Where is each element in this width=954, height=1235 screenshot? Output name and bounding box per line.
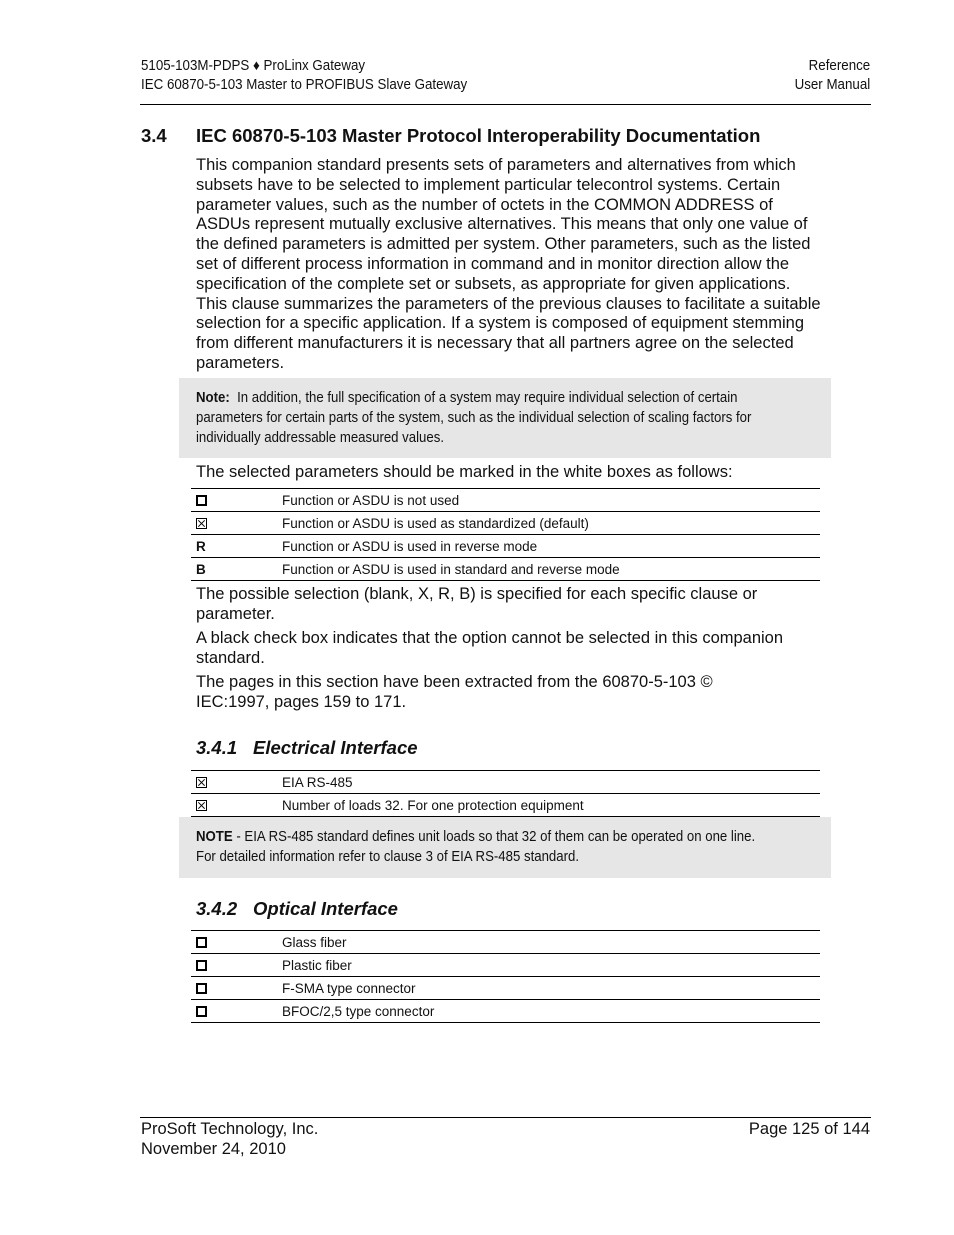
black-box-paragraph: A black check box indicates that the option cannot be selected in this companion standard. [196,629,784,667]
table-row [191,1000,820,1023]
header-section: Reference [808,58,870,74]
note-box-electrical [179,817,831,878]
footer-date: November 24, 2010 [141,1139,286,1158]
crossed-checkbox-icon [196,800,207,811]
table-row [191,489,820,512]
header-doc-type: User Manual [794,77,870,93]
note-line-2: For detailed information refer to clause 3 of EIA RS-485 standard. [196,847,580,865]
table-row [191,535,820,558]
subsection-heading-optical [196,898,398,920]
option-text: F-SMA type connector [277,977,820,1000]
legend-text: Function or ASDU is used as standardized (default) [277,512,820,535]
header-product: 5105-103M-PDPS ♦ ProLinx Gateway [141,58,366,74]
option-text: Plastic fiber [277,954,820,977]
option-text: Glass fiber [277,931,820,954]
note-line-3: individually addressable measured values. [196,428,445,446]
subsection-number: 3.4.2 [196,898,238,919]
running-header-left [141,57,467,95]
subsection-title: Optical Interface [253,898,398,919]
section-heading [141,125,760,147]
running-header-right [794,57,870,95]
table-row [191,512,820,535]
electrical-table [191,770,820,817]
option-text: BFOC/2,5 type connector [277,1000,820,1023]
table-row [191,794,820,817]
empty-checkbox-icon [196,960,207,971]
empty-checkbox-icon [196,495,207,506]
page-number: Page 125 of 144 [748,1120,870,1138]
table-row [191,977,820,1000]
option-text: Number of loads 32. For one protection equipment [277,794,820,817]
note-box [179,378,831,458]
empty-checkbox-icon [196,937,207,948]
crossed-checkbox-icon [196,777,207,788]
legend-table [191,488,820,581]
table-row [191,931,820,954]
note-label: NOTE [196,828,233,845]
note-line-1: In addition, the full specification of a system may require individual selection of certain [237,389,738,406]
empty-checkbox-icon [196,1006,207,1017]
table-row [191,771,820,794]
subsection-number: 3.4.1 [196,737,238,758]
optical-table [191,930,820,1023]
header-rule [140,104,871,105]
subsection-heading-electrical [196,737,418,759]
pages-paragraph: The pages in this section have been extracted from the 60870-5-103 © IEC:1997, pages 159 to 171. [196,673,713,711]
crossed-checkbox-icon [196,518,207,529]
table-row [191,954,820,977]
legend-text: Function or ASDU is not used [277,489,820,512]
legend-intro: The selected parameters should be marked in the white boxes as follows: [196,463,733,481]
option-text: EIA RS-485 [277,771,820,794]
intro-paragraph: This companion standard presents sets of parameters and alternatives from which subsets have to be selected to implement particular telecontrol systems. Certain parameter values, such as the number of octets in the COMMON ADDRESS of ASDUs represent mutually exclusive alternatives. This means that only one value of the defined parameters is admitted per system. Other parameters, such as the listed set of different process information in command and in monitor direction allow the specification of the complete set or subsets, as appropriate for given applications. This clause summarizes the parameters of the previous clauses to facilitate a suitable selection for a specific application. If a system is composed of equipment stemming from different manufacturers it is necessary that all partners agree on the selected parameters. [196,156,821,372]
header-subtitle: IEC 60870-5-103 Master to PROFIBUS Slave Gateway [141,77,468,93]
legend-text: Function or ASDU is used in reverse mode [277,535,820,558]
subsection-title: Electrical Interface [253,737,418,758]
legend-key: B [191,558,277,581]
footer-left [141,1120,318,1159]
table-row [191,558,820,581]
selection-paragraph: The possible selection (blank, X, R, B) is specified for each specific clause or parameter. [196,585,758,623]
note-label: Note: [196,389,230,406]
note-line-2: parameters for certain parts of the system, such as the individual selection of scaling factors for [196,408,752,426]
section-title: IEC 60870-5-103 Master Protocol Interoperability Documentation [196,125,761,146]
legend-key: R [191,535,277,558]
note-line-1: - EIA RS-485 standard defines unit loads so that 32 of them can be operated on one line. [232,828,756,845]
footer-company: ProSoft Technology, Inc. [141,1120,319,1138]
section-number: 3.4 [141,125,167,146]
legend-text: Function or ASDU is used in standard and reverse mode [277,558,820,581]
empty-checkbox-icon [196,983,207,994]
footer-rule [140,1117,871,1118]
